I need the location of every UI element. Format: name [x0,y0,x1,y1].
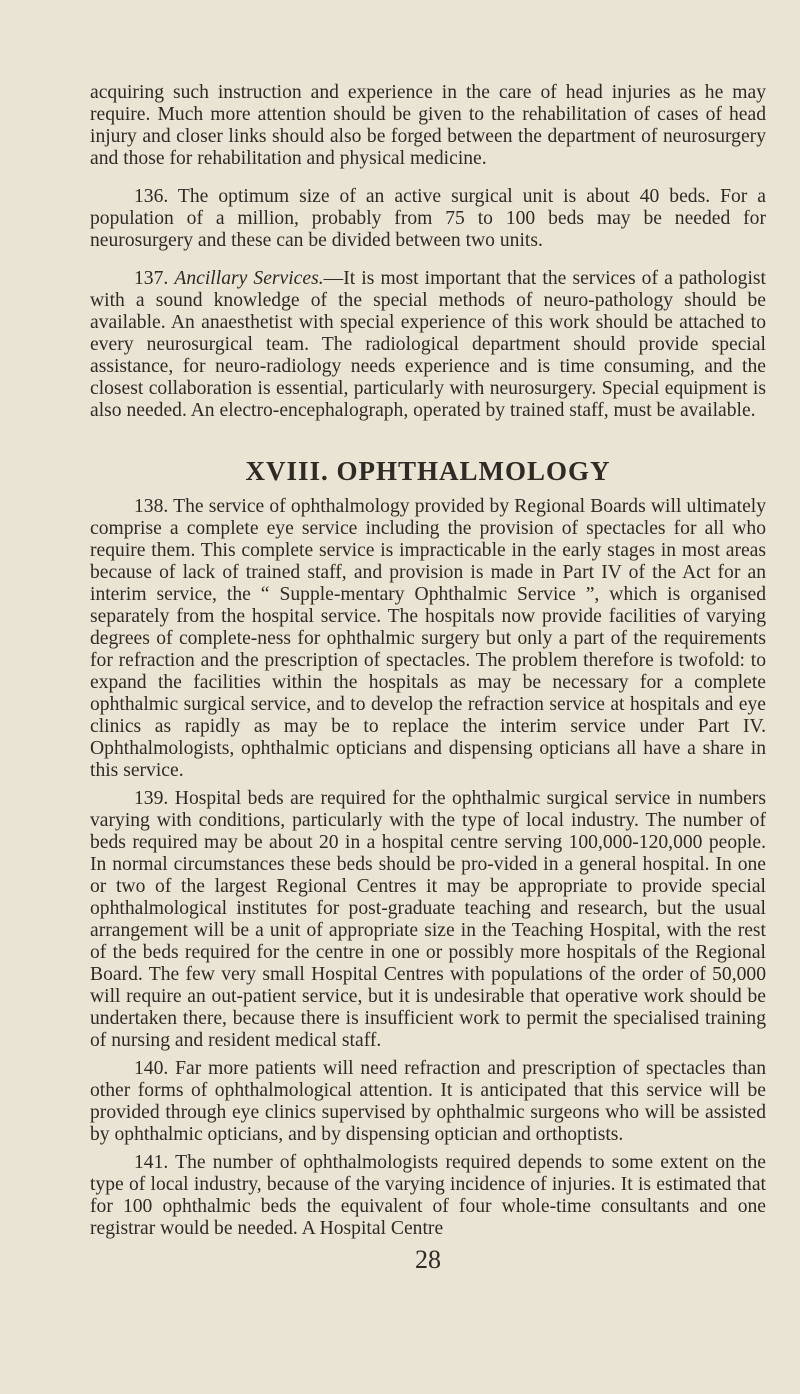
paragraph-text: The number of ophthalmologists required depends to some extent on the type of local industry, because of the varying incidence of injuries. It is estimated that for 100 ophthalmic beds the equivalent of four whole-time consultants and one registrar would be needed. A Hospital Centre [90,1152,766,1239]
paragraph-141 [90,1152,766,1240]
paragraph-text: Far more patients will need refraction and prescription of spectacles than other forms of ophthalmological attention. It is anticipated that this service will be provided through eye clinics supervised by ophthalmic surgeons who will be assisted by ophthalmic opticians, and by dispensing optician and orthoptists. [90,1058,766,1145]
section-heading: XVIII. OPHTHALMOLOGY [245,456,611,486]
paragraph-number: 139. [134,788,169,809]
paragraph-137 [90,268,766,422]
paragraph-text: Hospital beds are required for the ophthalmic surgical service in numbers varying with conditions, particularly with the type of local industry. The number of beds required may be about 20 in a hospital centre serving 100,000-120,000 people. In normal circumstances these beds should be pro-vided in a general hospital. In one or two of the largest Regional Centres it may be appropriate to provide special ophthalmological institutes for post-graduate teaching and research, but the usual arrangement will be a unit of appropriate size in the Teaching Hospital, with the rest of the beds required for the centre in one or possibly more hospitals of the Regional Board. The few very small Hospital Centres with populations of the order of 50,000 will require an out-patient service, but it is undesirable that operative work should be undertaken there, because there is insufficient work to permit the specialised training of nursing and resident medical staff. [90,788,766,1051]
page-number: 28 [415,1245,441,1274]
paragraph-text: The service of ophthalmology provided by Regional Boards will ultimately comprise a complete eye service including the provision of spectacles for all who require them. This complete service is impracticable in the early stages in most areas because of lack of trained staff, and provision is made in Part IV of the Act for an interim service, the “ Supple-mentary Ophthalmic Service ”, which is organised separately from the hospital service. The hospitals now provide facilities of varying degrees of complete-ness for ophthalmic surgery but only a part of the requirements for refraction and the prescription of spectacles. The problem therefore is twofold: to expand the facilities within the hospitals as may be necessary for a complete ophthalmic surgical service, and to develop the refraction service at hospitals and eye clinics as rapidly as may be to replace the interim service under Part IV. Ophthalmologists, ophthalmic opticians and dispensing opticians all have a share in this service. [90,496,767,781]
paragraph-138 [90,496,766,782]
continuation-paragraph: acquiring such instruction and experience in the care of head injuries as he may require. Much more attention should be given to the rehabilitation of cases of head injury and closer links should also be forged between the department of neurosurgery and those for rehabilitation and physical medicine. [90,82,766,169]
paragraph-140 [90,1058,766,1146]
paragraph-text: The optimum size of an active surgical unit is about 40 beds. For a population of a million, probably from 75 to 100 beds may be needed for neurosurgery and these can be divided between two units. [90,186,766,251]
paragraph-title: Ancillary Services. [174,268,324,289]
paragraph-number: 137. [134,268,169,289]
paragraph-number: 138. [134,496,169,517]
paragraph-139 [90,788,766,1052]
paragraph-136 [90,186,766,252]
paragraph-text: —It is most important that the services of a pathologist with a sound knowledge of the special methods of neuro-pathology should be available. An anaesthetist with special experience of this work should be attached to every neurosurgical team. The radiological department should provide special assistance, for neuro-radiology needs experience and is time consuming, and the closest collaboration is essential, particularly with neurosurgery. Special equipment is also needed. An electro-encephalograph, operated by trained staff, must be available. [90,268,766,421]
paragraph-number: 141. [134,1152,169,1173]
paragraph-number: 140. [134,1058,169,1079]
paragraph-number: 136. [134,186,169,207]
